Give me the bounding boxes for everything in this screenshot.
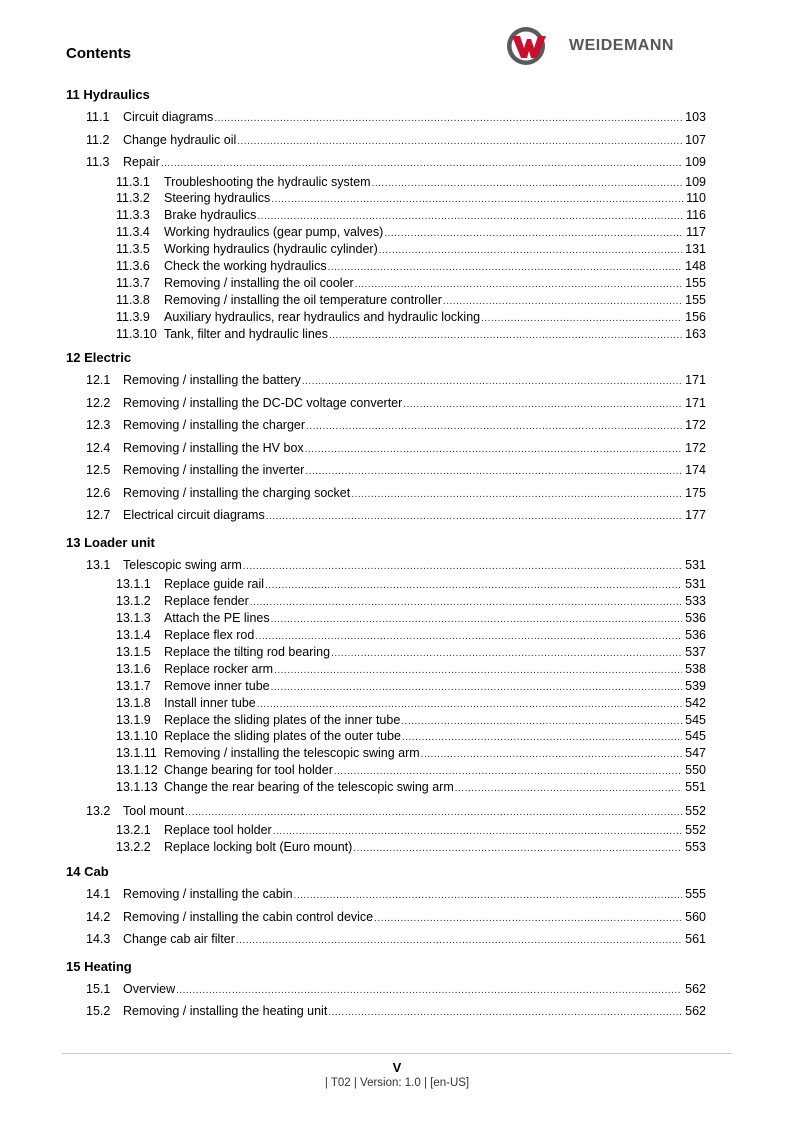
- entry-number: 13.1.10: [116, 729, 158, 744]
- entry-number: 11.3.10: [116, 326, 157, 341]
- entry-title: Removing / installing the inverter: [123, 463, 305, 478]
- dot-leader: [294, 885, 683, 908]
- entry-page-number: 552: [685, 803, 706, 818]
- entry-page-number: 177: [685, 508, 706, 523]
- entry-title: Removing / installing the oil cooler: [164, 275, 354, 290]
- entry-title: Replace the tilting rod bearing: [164, 644, 331, 659]
- entry-page-number: 553: [685, 840, 706, 855]
- entry-number: 13.2.2: [116, 840, 151, 855]
- toc-section-entry[interactable]: [66, 800, 706, 823]
- entry-title: Replace rocker arm: [164, 661, 274, 676]
- toc-subsection-entry[interactable]: [66, 695, 706, 712]
- entry-title: Replace the sliding plates of the outer tube: [164, 729, 401, 744]
- dot-leader: [403, 394, 682, 417]
- entry-page-number: 562: [685, 1004, 706, 1019]
- entry-title: Change the rear bearing of the telescopic swing arm: [164, 780, 454, 795]
- toc-section-entry[interactable]: [66, 392, 706, 415]
- entry-number: 12.3: [86, 418, 111, 433]
- entry-page-number: 171: [685, 395, 706, 410]
- entry-page-number: 542: [685, 695, 706, 710]
- toc-subsection-entry[interactable]: [66, 745, 706, 762]
- entry-page-number: 110: [686, 191, 706, 206]
- entry-title: Removing / installing the HV box: [123, 440, 304, 455]
- toc-subsection-entry[interactable]: [66, 839, 706, 856]
- toc-subsection-entry[interactable]: [66, 258, 706, 275]
- entry-number: 14.3: [86, 932, 111, 947]
- toc-chapter-heading[interactable]: 15 Heating: [66, 958, 132, 974]
- entry-page-number: 107: [685, 132, 706, 147]
- entry-title: Removing / installing the DC-DC voltage converter: [123, 395, 403, 410]
- entry-number: 12.6: [86, 485, 111, 500]
- toc-subsection-entry[interactable]: [66, 224, 706, 241]
- toc-chapter-heading[interactable]: 13 Loader unit: [66, 534, 155, 550]
- entry-number: 13.2.1: [116, 823, 151, 838]
- entry-number: 15.1: [86, 981, 111, 996]
- entry-title: Tool mount: [123, 803, 185, 818]
- entry-number: 11.1: [86, 110, 110, 124]
- entry-number: 15.2: [86, 1004, 111, 1019]
- entry-number: 12.7: [86, 508, 111, 523]
- entry-page-number: 156: [685, 309, 706, 324]
- toc-subsection-entry[interactable]: [66, 678, 706, 695]
- entry-title: Replace tool holder: [164, 823, 272, 838]
- toc-subsection-entry[interactable]: [66, 762, 706, 779]
- entry-number: 13.1.8: [116, 695, 151, 710]
- entry-number: 13.1.4: [116, 628, 151, 643]
- entry-page-number: 536: [685, 611, 706, 626]
- weidemann-logo-icon: [505, 26, 549, 66]
- entry-title: Change bearing for tool holder: [164, 763, 333, 778]
- dot-leader: [243, 556, 682, 579]
- entry-page-number: 536: [685, 628, 706, 643]
- toc-section-entry[interactable]: [66, 504, 706, 527]
- toc-section-entry[interactable]: [66, 482, 706, 505]
- entry-title: Brake hydraulics: [164, 208, 257, 223]
- entry-page-number: 533: [685, 594, 706, 609]
- dot-leader: [305, 461, 682, 484]
- toc-subsection-entry[interactable]: [66, 174, 706, 191]
- entry-title: Remove inner tube: [164, 678, 270, 693]
- entry-title: Circuit diagrams: [123, 110, 214, 124]
- entry-title: Removing / installing the cabin control device: [123, 909, 374, 924]
- dot-leader: [351, 484, 682, 507]
- brand-name: WEIDEMANN: [569, 37, 674, 54]
- entry-number: 13.1.5: [116, 644, 151, 659]
- entry-title: Electrical circuit diagrams: [123, 508, 265, 523]
- entry-page-number: 555: [685, 887, 706, 902]
- toc-subsection-entry[interactable]: [66, 610, 706, 627]
- entry-title: Change cab air filter: [123, 932, 235, 947]
- toc-section-entry[interactable]: [66, 906, 706, 929]
- entry-page-number: 551: [685, 780, 706, 795]
- entry-page-number: 539: [685, 678, 706, 693]
- toc-section-entry[interactable]: [66, 106, 706, 129]
- entry-title: Removing / installing the charger: [123, 418, 306, 433]
- entry-title: Change hydraulic oil: [123, 132, 237, 147]
- toc-section-entry[interactable]: [66, 978, 706, 1001]
- page-title: Contents: [66, 45, 131, 62]
- toc-subsection-entry[interactable]: [66, 627, 706, 644]
- entry-title: Repair: [123, 155, 160, 169]
- entry-number: 11.3.3: [116, 208, 150, 223]
- dot-leader: [306, 416, 682, 439]
- entry-number: 13.1.13: [116, 780, 158, 795]
- entry-page-number: 171: [685, 373, 706, 388]
- entry-number: 13.1.11: [116, 746, 157, 761]
- entry-page-number: 155: [685, 275, 706, 290]
- entry-number: 13.1.12: [116, 763, 158, 778]
- toc-section-entry[interactable]: [66, 151, 706, 174]
- entry-page-number: 175: [685, 485, 706, 500]
- dot-leader: [237, 131, 682, 154]
- entry-page-number: 116: [686, 208, 706, 223]
- dot-leader: [185, 802, 682, 825]
- entry-number: 13.1.2: [116, 594, 151, 609]
- entry-number: 11.3.5: [116, 242, 150, 257]
- toc-section-entry[interactable]: [66, 554, 706, 577]
- entry-number: 11.3.8: [116, 292, 150, 307]
- toc-subsection-entry[interactable]: [66, 275, 706, 292]
- entry-number: 11.3.9: [116, 309, 150, 324]
- entry-page-number: 172: [685, 440, 706, 455]
- toc-section-entry[interactable]: [66, 1000, 706, 1023]
- entry-title: Telescopic swing arm: [123, 557, 242, 572]
- dot-leader: [329, 328, 682, 345]
- entry-page-number: 148: [685, 258, 706, 273]
- entry-number: 13.2: [86, 803, 111, 818]
- entry-number: 13.1.6: [116, 661, 151, 676]
- dot-leader: [236, 930, 682, 953]
- toc-section-entry[interactable]: [66, 883, 706, 906]
- entry-number: 13.1.3: [116, 611, 151, 626]
- entry-number: 11.3: [86, 155, 110, 169]
- entry-title: Removing / installing the heating unit: [123, 1004, 328, 1019]
- entry-title: Tank, filter and hydraulic lines: [164, 326, 328, 341]
- entry-title: Working hydraulics (gear pump, valves): [164, 225, 384, 240]
- entry-number: 12.5: [86, 463, 111, 478]
- toc-subsection-entry[interactable]: [66, 712, 706, 729]
- toc-subsection-entry[interactable]: [66, 593, 706, 610]
- entry-title: Replace guide rail: [164, 577, 265, 592]
- dot-leader: [374, 908, 682, 931]
- entry-page-number: 560: [685, 909, 706, 924]
- entry-page-number: 109: [685, 174, 706, 189]
- entry-page-number: 174: [685, 463, 706, 478]
- entry-number: 14.1: [86, 887, 111, 902]
- toc-section-entry[interactable]: [66, 928, 706, 951]
- entry-title: Auxiliary hydraulics, rear hydraulics and hydraulic locking: [164, 309, 481, 324]
- dot-leader: [455, 781, 682, 798]
- entry-number: 12.1: [86, 373, 111, 388]
- toc-subsection-entry[interactable]: [66, 326, 706, 343]
- toc-subsection-entry[interactable]: [66, 207, 706, 224]
- toc-section-entry[interactable]: [66, 459, 706, 482]
- entry-title: Troubleshooting the hydraulic system: [164, 174, 371, 189]
- entry-number: 13.1: [86, 557, 111, 572]
- toc-subsection-entry[interactable]: [66, 241, 706, 258]
- entry-title: Replace locking bolt (Euro mount): [164, 840, 353, 855]
- entry-title: Attach the PE lines: [164, 611, 270, 626]
- entry-title: Replace flex rod: [164, 628, 255, 643]
- entry-title: Install inner tube: [164, 695, 256, 710]
- entry-title: Overview: [123, 981, 176, 996]
- toc-subsection-entry[interactable]: [66, 576, 706, 593]
- toc-section-entry[interactable]: [66, 414, 706, 437]
- entry-page-number: 103: [685, 110, 706, 124]
- footer-version: | T02 | Version: 1.0 | [en-US]: [324, 1077, 470, 1089]
- dot-leader: [353, 841, 682, 858]
- entry-page-number: 109: [685, 155, 706, 169]
- footer-divider: [62, 1053, 732, 1054]
- toc-subsection-entry[interactable]: [66, 309, 706, 326]
- toc-subsection-entry[interactable]: [66, 822, 706, 839]
- entry-page-number: 537: [685, 644, 706, 659]
- entry-title: Removing / installing the oil temperature controller: [164, 292, 442, 307]
- toc-section-entry[interactable]: [66, 129, 706, 152]
- entry-title: Replace fender: [164, 594, 249, 609]
- entry-number: 13.1.9: [116, 712, 151, 727]
- entry-page-number: 172: [685, 418, 706, 433]
- toc-subsection-group: [66, 576, 706, 796]
- entry-title: Removing / installing the battery: [123, 373, 301, 388]
- entry-number: 11.3.7: [116, 275, 150, 290]
- toc-section-entry[interactable]: [66, 437, 706, 460]
- entry-number: 13.1.7: [116, 678, 151, 693]
- entry-page-number: 552: [685, 823, 706, 838]
- entry-page-number: 547: [685, 746, 706, 761]
- entry-number: 11.3.4: [116, 225, 150, 240]
- entry-page-number: 163: [685, 326, 706, 341]
- entry-number: 13.1.1: [116, 577, 151, 592]
- entry-page-number: 545: [685, 729, 706, 744]
- entry-title: Check the working hydraulics: [164, 258, 327, 273]
- toc-subsection-entry[interactable]: [66, 728, 706, 745]
- toc-section-entry[interactable]: [66, 369, 706, 392]
- toc-subsection-entry[interactable]: [66, 190, 706, 207]
- toc-subsection-entry[interactable]: [66, 661, 706, 678]
- toc-chapter-heading[interactable]: 12 Electric: [66, 350, 132, 366]
- entry-number: 11.3.6: [116, 258, 150, 273]
- dot-leader: [266, 506, 682, 529]
- entry-page-number: 531: [685, 577, 706, 592]
- entry-number: 11.2: [86, 132, 110, 147]
- table-of-contents: [66, 84, 706, 1023]
- entry-title: Removing / installing the cabin: [123, 887, 293, 902]
- dot-leader: [214, 108, 682, 131]
- entry-number: 12.2: [86, 395, 111, 410]
- entry-title: Removing / installing the charging socket: [123, 485, 351, 500]
- footer-page-number: V: [392, 1060, 402, 1075]
- dot-leader: [328, 1002, 682, 1025]
- entry-number: 11.3.1: [116, 174, 150, 189]
- entry-number: 14.2: [86, 909, 111, 924]
- entry-page-number: 538: [685, 661, 706, 676]
- entry-page-number: 131: [685, 242, 706, 257]
- toc-chapter-heading[interactable]: 11 Hydraulics: [66, 87, 150, 102]
- toc-subsection-entry[interactable]: [66, 779, 706, 796]
- dot-leader: [302, 371, 682, 394]
- entry-page-number: 562: [685, 981, 706, 996]
- entry-title: Steering hydraulics: [164, 191, 271, 206]
- dot-leader: [161, 153, 682, 176]
- entry-page-number: 545: [685, 712, 706, 727]
- toc-subsection-entry[interactable]: [66, 644, 706, 661]
- entry-page-number: 531: [685, 557, 706, 572]
- entry-title: Working hydraulics (hydraulic cylinder): [164, 242, 378, 257]
- toc-subsection-group: [66, 174, 706, 343]
- entry-title: Replace the sliding plates of the inner tube: [164, 712, 401, 727]
- dot-leader: [176, 980, 682, 1003]
- brand-logo: [505, 26, 674, 66]
- entry-page-number: 117: [686, 225, 706, 240]
- toc-chapter-heading[interactable]: 14 Cab: [66, 864, 109, 880]
- entry-page-number: 561: [685, 932, 706, 947]
- toc-subsection-group: [66, 822, 706, 856]
- entry-page-number: 550: [685, 763, 706, 778]
- toc-subsection-entry[interactable]: [66, 292, 706, 309]
- dot-leader: [305, 439, 682, 462]
- entry-number: 12.4: [86, 440, 111, 455]
- entry-page-number: 155: [685, 292, 706, 307]
- entry-number: 11.3.2: [116, 191, 150, 206]
- entry-title: Removing / installing the telescopic swing arm: [164, 746, 420, 761]
